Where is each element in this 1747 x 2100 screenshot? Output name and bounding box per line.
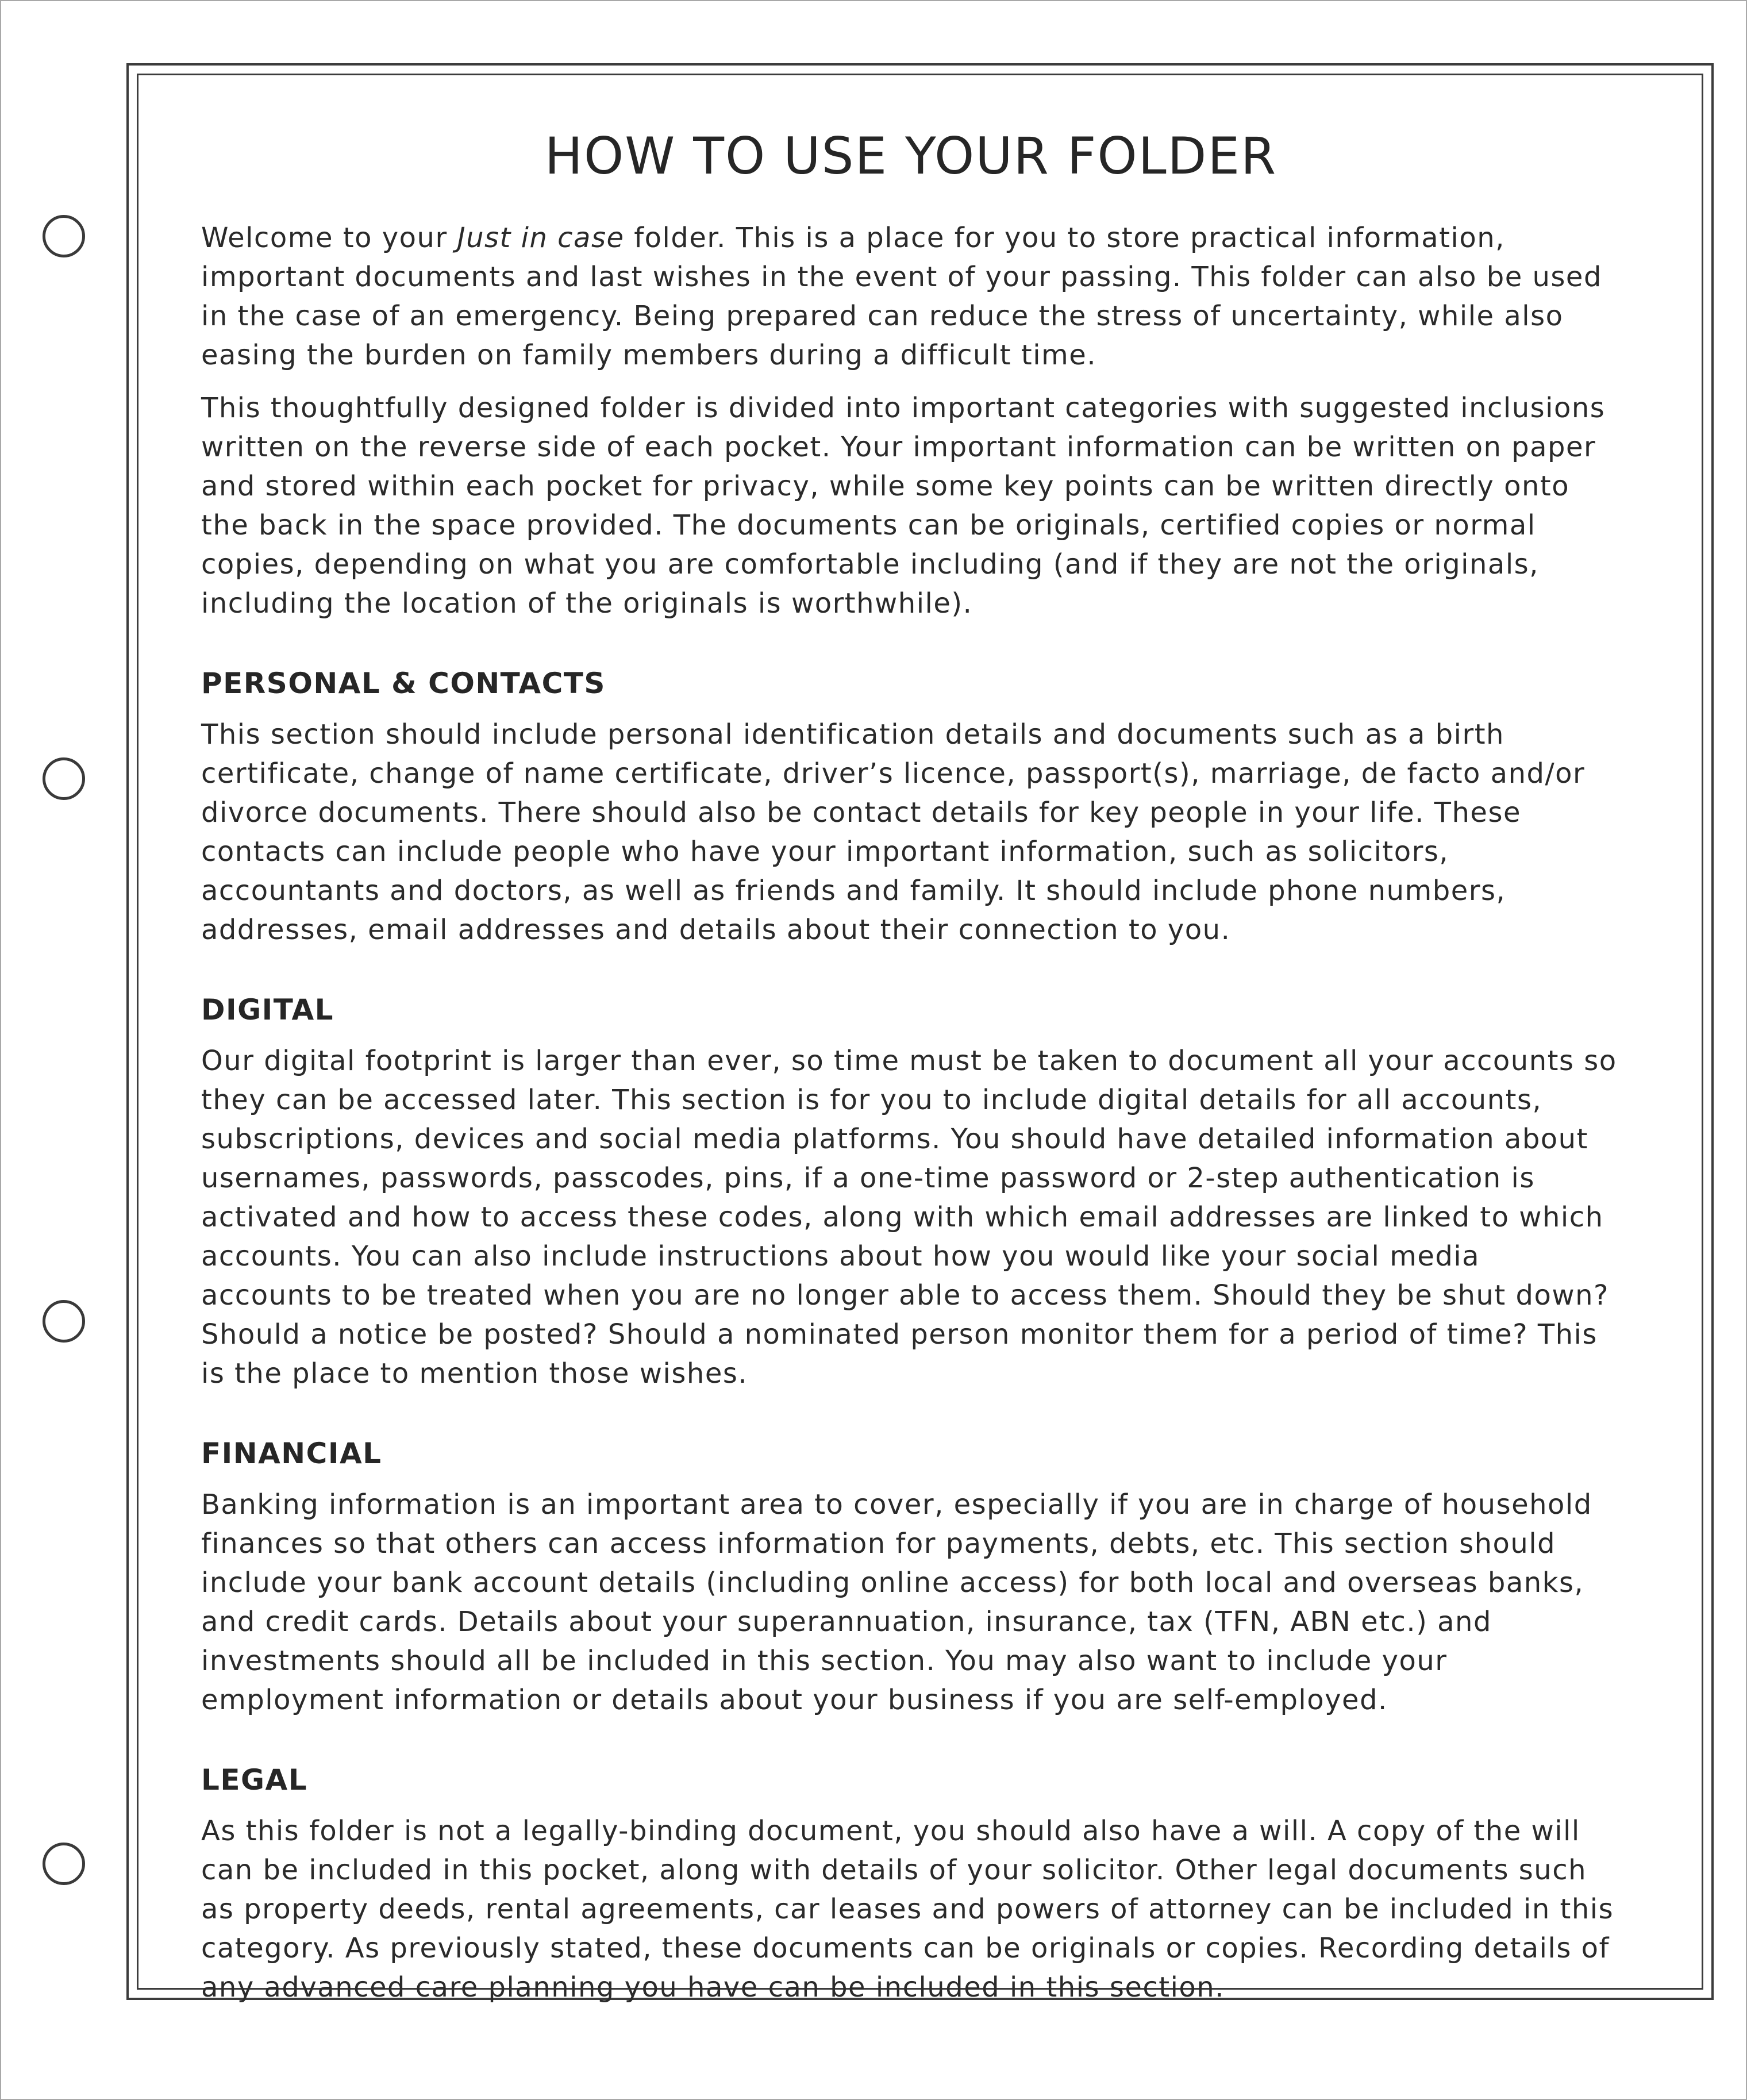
section-body-financial: Banking information is an important area to cover, especially if you are in charge of household finances so that others can access information for payments, debts, etc. This section should include your bank account details (including online access) for both local and overseas banks, and credit cards. Details about your superannuation, insurance, tax (TFN, ABN etc.) and investments should all be included in this section. You may also want to include your employment information or details about your business if you are self-employed. xyxy=(201,1489,1592,1716)
page-title: HOW TO USE YOUR FOLDER xyxy=(544,126,1277,186)
section-body-personal: This section should include personal identification details and documents such as a birth certificate, change of name certificate, driver’s licence, passport(s), marriage, de facto and/or divorce documents. There should also be contact details for key people in your life. These contacts can include people who have your important information, such as solicitors, accountants and doctors, as well as friends and family. It should include phone numbers, addresses, email addresses and details about their connection to you. xyxy=(201,718,1586,946)
section-heading-financial: FINANCIAL xyxy=(201,1437,382,1470)
binder-hole-4 xyxy=(43,1843,85,1885)
binder-hole-1 xyxy=(43,215,85,257)
section-heading-legal: LEGAL xyxy=(201,1763,308,1797)
intro-text-rest: folder. This is a place for you to store practical information, important documents and last wishes in the event of your passing. This folder can also be used in the case of an emergency. Being prepared can reduce the stress of uncertainty, while also easing the burden on family members during a difficult time. xyxy=(201,222,1602,371)
intro-paragraph-2: This thoughtfully designed folder is divided into important categories with suggested inclusions written on the reverse side of each pocket. Your important information can be written on paper and stored within each pocket for privacy, while some key points can be written directly onto the back in the space provided. The documents can be originals, certified copies or normal copies, depending on what you are comfortable including (and if they are not the originals, including the location of the originals is worthwhile). xyxy=(201,392,1606,620)
binder-hole-3 xyxy=(43,1300,85,1343)
document-content xyxy=(201,122,1621,2021)
intro-paragraph-1 xyxy=(201,218,1621,375)
binder-hole-2 xyxy=(43,757,85,800)
section-body-digital: Our digital footprint is larger than ever, so time must be taken to document all your accounts so they can be accessed later. This section is for you to include digital details for all accounts, subscriptions, devices and social media platforms. You should have detailed information about usernames, passwords, passcodes, pins, if a one-time password or 2-step authentication is activated and how to access these codes, along with which email addresses are linked to which accounts. You can also include instructions about how you would like your social media accounts to be treated when you are no longer able to access them. Should they be shut down? Should a notice be posted? Should a nominated person monitor them for a period of time? This is the place to mention those wishes. xyxy=(201,1045,1617,1390)
section-heading-personal: PERSONAL & CONTACTS xyxy=(201,667,606,700)
section-body-legal: As this folder is not a legally-binding document, you should also have a will. A copy of the will can be included in this pocket, along with details of your solicitor. Other legal documents such as property deeds, rental agreements, car leases and powers of attorney can be included in this category. As previously stated, these documents can be originals or copies. Recording details of any advanced care planning you have can be included in this section. xyxy=(201,1815,1614,2003)
intro-text-start: Welcome to your xyxy=(201,222,457,254)
folder-name-italic: Just in case xyxy=(457,222,625,254)
section-heading-digital: DIGITAL xyxy=(201,993,334,1026)
